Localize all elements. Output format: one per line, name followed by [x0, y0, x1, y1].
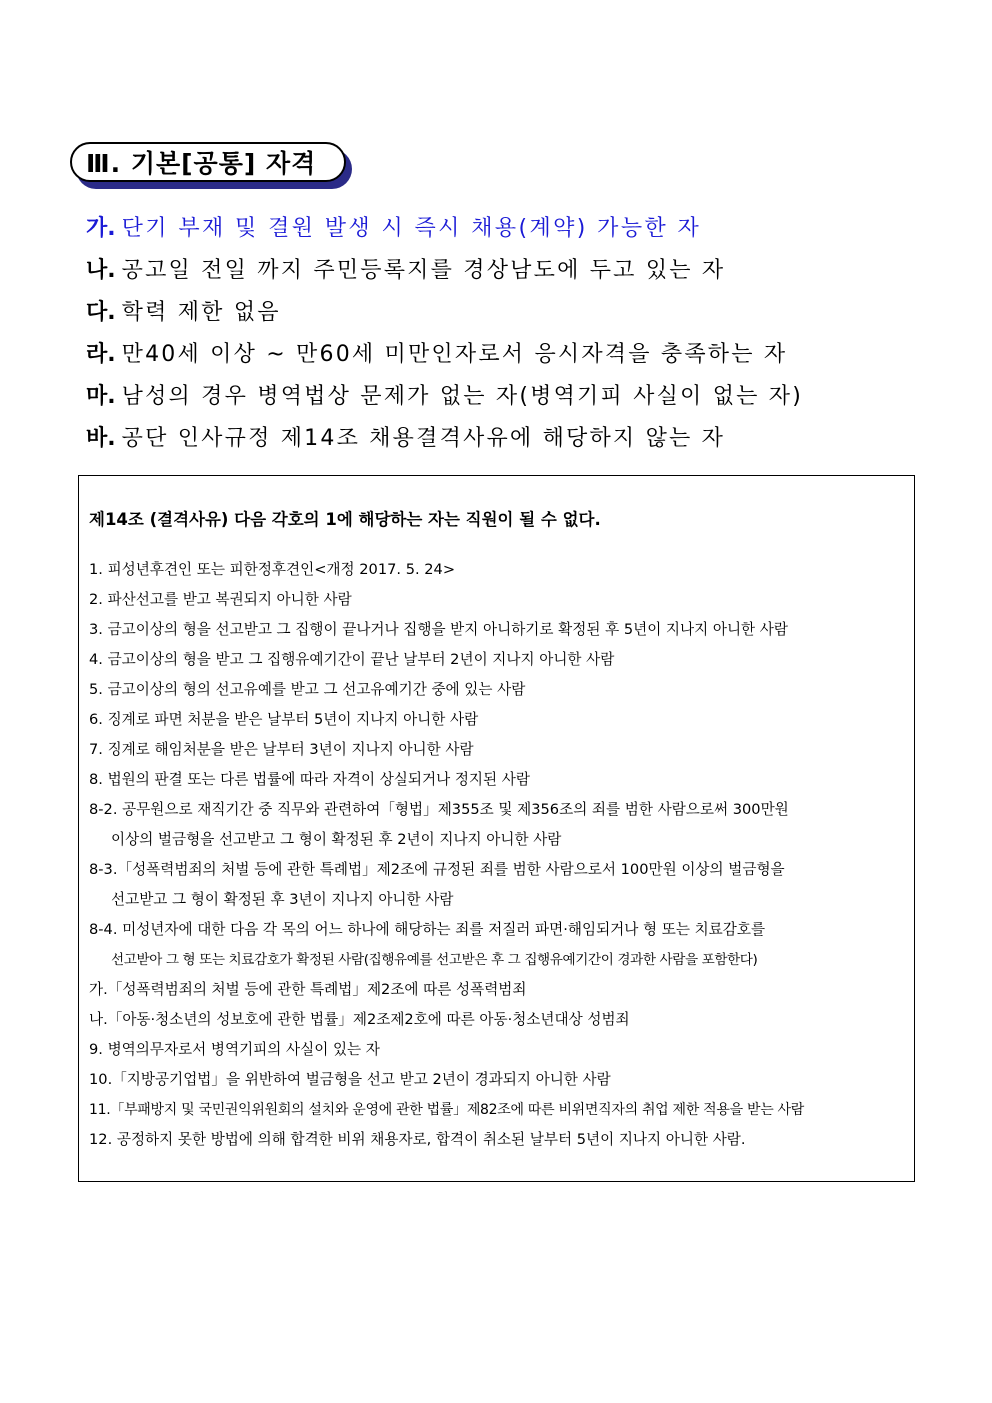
- qualification-item: [86, 250, 926, 292]
- rule-item: 2. 파산선고를 받고 복권되지 아니한 사람: [89, 591, 352, 608]
- rule-item: 나.「아동·청소년의 성보호에 관한 법률」제2조제2호에 따른 아동·청소년대상 성범죄: [89, 1011, 630, 1028]
- rule-item-line: 8-2. 공무원으로 재직기간 중 직무와 관련하여「형법」제355조 및 제356조의 죄를 범한 사람으로써 300만원: [89, 801, 789, 818]
- section-title-label: Ⅲ. 기본[공통] 자격: [70, 142, 346, 182]
- rule-item-continuation: 이상의 벌금형을 선고받고 그 형이 확정된 후 2년이 지나지 아니한 사람: [111, 831, 562, 848]
- rule-item: [89, 855, 911, 915]
- rule-item: 3. 금고이상의 형을 선고받고 그 집행이 끝나거나 집행을 받지 아니하기로 확정된 후 5년이 지나지 아니한 사람: [89, 621, 788, 638]
- qualification-list: [86, 208, 926, 460]
- qualification-item: [86, 334, 926, 376]
- qualification-text: 공고일 전일 까지 주민등록지를 경상남도에 두고 있는 자: [121, 258, 726, 283]
- rule-item: 9. 병역의무자로서 병역기피의 사실이 있는 자: [89, 1041, 380, 1058]
- rule-item-continuation: 선고받아 그 형 또는 치료감호가 확정된 사람(집행유예를 선고받은 후 그 집행유예기간이 경과한 사람을 포함한다): [111, 952, 758, 968]
- rule-item: 4. 금고이상의 형을 받고 그 집행유예기간이 끝난 날부터 2년이 지나지 아니한 사람: [89, 651, 615, 668]
- qualification-marker: 마.: [86, 384, 116, 409]
- rule-item: 7. 징계로 해임처분을 받은 날부터 3년이 지나지 아니한 사람: [89, 741, 474, 758]
- rule-item: [89, 795, 911, 855]
- rule-item: 10.「지방공기업법」을 위반하여 벌금형을 선고 받고 2년이 경과되지 아니한 사람: [89, 1071, 611, 1088]
- rule-item-list: [89, 555, 911, 1155]
- rule-heading: 제14조 (결격사유) 다음 각호의 1에 해당하는 자는 직원이 될 수 없다.: [89, 510, 601, 529]
- section-title: [70, 142, 354, 190]
- rule-item: 8. 법원의 판결 또는 다른 법률에 따라 자격이 상실되거나 정지된 사람: [89, 771, 530, 788]
- qualification-text: 만40세 이상 ~ 만60세 미만인자로서 응시자격을 충족하는 자: [121, 342, 788, 367]
- qualification-text: 공단 인사규정 제14조 채용결격사유에 해당하지 않는 자: [121, 426, 726, 451]
- qualification-marker: 바.: [86, 426, 116, 451]
- rule-item-line: 8-3.「성폭력범죄의 처벌 등에 관한 특례법」제2조에 규정된 죄를 범한 사람으로서 100만원 이상의 벌금형을: [89, 861, 785, 878]
- qualification-item: [86, 208, 926, 250]
- rule-item-line: 8-4. 미성년자에 대한 다음 각 목의 어느 하나에 해당하는 죄를 저질러 파면·해임되거나 형 또는 치료감호를: [89, 921, 766, 938]
- rule-item: 가.「성폭력범죄의 처벌 등에 관한 특례법」제2조에 따른 성폭력범죄: [89, 981, 527, 998]
- qualification-text: 남성의 경우 병역법상 문제가 없는 자(병역기피 사실이 없는 자): [121, 384, 804, 409]
- rule-item: 11.「부패방지 및 국민권익위원회의 설치와 운영에 관한 법률」제82조에 따른 비위면직자의 취업 제한 적용을 받는 사람: [89, 1102, 805, 1118]
- rule-item: 12. 공정하지 못한 방법에 의해 합격한 비위 채용자로, 합격이 취소된 날부터 5년이 지나지 아니한 사람.: [89, 1131, 746, 1148]
- qualification-item: [86, 292, 926, 334]
- disqualification-rule-box: [78, 475, 915, 1182]
- qualification-marker: 다.: [86, 300, 116, 325]
- rule-item: 5. 금고이상의 형의 선고유예를 받고 그 선고유예기간 중에 있는 사람: [89, 681, 526, 698]
- rule-item: [89, 915, 911, 975]
- qualification-item: [86, 418, 926, 460]
- qualification-marker: 라.: [86, 342, 116, 367]
- rule-item: 1. 피성년후견인 또는 피한정후견인<개정 2017. 5. 24>: [89, 561, 456, 578]
- qualification-marker: 가.: [86, 216, 116, 241]
- qualification-item: [86, 376, 926, 418]
- qualification-text: 단기 부재 및 결원 발생 시 즉시 채용(계약) 가능한 자: [121, 216, 702, 241]
- rule-item: 6. 징계로 파면 처분을 받은 날부터 5년이 지나지 아니한 사람: [89, 711, 479, 728]
- rule-item-continuation: 선고받고 그 형이 확정된 후 3년이 지나지 아니한 사람: [111, 891, 454, 908]
- qualification-text: 학력 제한 없음: [121, 300, 281, 325]
- qualification-marker: 나.: [86, 258, 116, 283]
